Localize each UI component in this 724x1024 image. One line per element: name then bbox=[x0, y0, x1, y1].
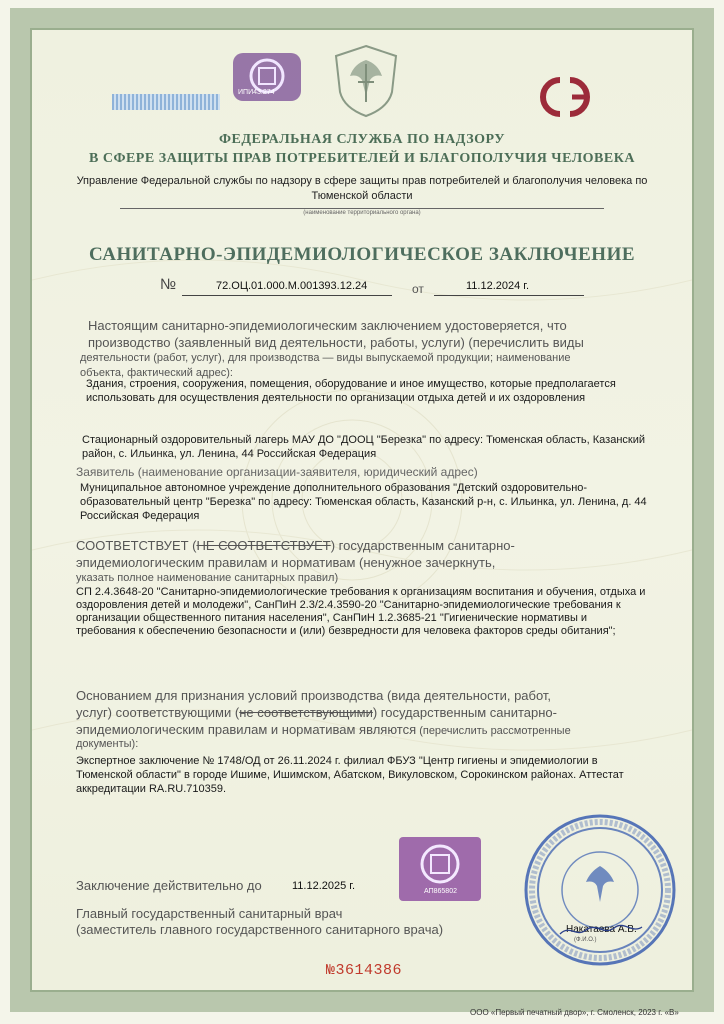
document-number: 72.ОЦ.01.000.М.001393.12.24 bbox=[216, 280, 368, 292]
signer-caption: (Ф.И.О.) bbox=[574, 937, 597, 943]
rules-line3: организации общественного питания населения", СанПиН 1.2.3685-21 "Гигиенические нормативы и bbox=[76, 612, 588, 624]
intro-text-line2: производство (заявленный вид деятельности, работы, услуги) (перечислить виды bbox=[88, 335, 584, 350]
conformity-text-b: ) государственным санитарно- bbox=[330, 538, 515, 553]
number-label: № bbox=[160, 276, 177, 293]
activity-line1: Здания, строения, сооружения, помещения, оборудование и иное имущество, которые предполагается bbox=[86, 378, 616, 390]
conformity-line3: указать полное наименование санитарных правил) bbox=[76, 572, 339, 584]
stamp-icon bbox=[520, 810, 680, 970]
hologram-top-code: ИПИ43.274 bbox=[238, 89, 275, 96]
doctor-title-line1: Главный государственный санитарный врач bbox=[76, 906, 343, 921]
doctor-title-line2: (заместитель главного государственного санитарного врача) bbox=[76, 922, 444, 937]
territorial-body-line2: Тюменской области bbox=[311, 190, 413, 202]
applicant-line1: Муниципальное автономное учреждение дополнительного образования "Детский оздоровительно- bbox=[80, 482, 588, 494]
conformity-struck: НЕ СООТВЕТСТВУЕТ bbox=[196, 538, 331, 553]
document-title: САНИТАРНО-ЭПИДЕМИОЛОГИЧЕСКОЕ ЗАКЛЮЧЕНИЕ bbox=[88, 244, 636, 265]
intro-text-line1: Настоящим санитарно-эпидемиологическим заключением удостоверяется, что bbox=[88, 318, 567, 333]
activity-line2: использовать для осуществления деятельности по организации отдыха детей и их оздоровления bbox=[86, 392, 586, 404]
basis-line1: Основанием для признания условий производства (вида деятельности, работ, bbox=[76, 688, 552, 703]
emblem-icon bbox=[330, 42, 402, 120]
applicant-line2: образовательный центр "Березка" по адресу: Тюменская область, Казанский р-н, с. Ильинка, ул. Ленина, д. 44 bbox=[80, 496, 647, 508]
basis-line2 bbox=[76, 705, 666, 720]
official-stamp bbox=[520, 810, 680, 970]
object-line1: Стационарный оздоровительный лагерь МАУ ДО "ДООЦ "Березка" по адресу: Тюменская область, Казанский bbox=[82, 434, 646, 446]
hologram-bottom-code: АП865802 bbox=[424, 888, 457, 895]
conformity-line1 bbox=[76, 538, 666, 553]
se-logo bbox=[530, 72, 604, 122]
signature bbox=[556, 922, 646, 940]
basis-line4: документы): bbox=[76, 738, 139, 750]
territorial-body-line1: Управление Федеральной службы по надзору в сфере защиты прав потребителей и благополучия человека по bbox=[76, 175, 648, 187]
expert-line1: Экспертное заключение № 1748/ОД от 26.11.2024 г. филиал ФБУЗ "Центр гигиены и эпидемиологии в bbox=[76, 755, 598, 767]
basis-struck: не соответствующими bbox=[239, 705, 373, 720]
signer-name: Накатаева А.В. bbox=[566, 924, 637, 935]
territorial-caption: (наименование территориального органа) bbox=[303, 210, 421, 216]
date-label: от bbox=[412, 282, 424, 296]
hologram-bottom bbox=[398, 836, 482, 902]
agency-heading-line1: ФЕДЕРАЛЬНАЯ СЛУЖБА ПО НАДЗОРУ bbox=[218, 132, 505, 147]
expert-line3: аккредитации RA.RU.710359. bbox=[76, 783, 227, 795]
printer-note: ООО «Первый печатный двор», г. Смоленск, 2023 г. «В» bbox=[470, 1008, 679, 1017]
basis-text-b: ) государственным санитарно- bbox=[372, 705, 557, 720]
conformity-text-a: СООТВЕТСТВУЕТ ( bbox=[76, 538, 197, 553]
basis-text-c: эпидемиологическим правилам и нормативам являются bbox=[76, 722, 417, 737]
basis-text-d: (перечислить рассмотренные bbox=[416, 725, 571, 737]
basis-text-a: услуг) соответствующими ( bbox=[76, 705, 240, 720]
intro-text-line4: объекта, фактический адрес): bbox=[80, 367, 233, 379]
object-line2: район, с. Ильинка, ул. Ленина, 44 Российская Федерация bbox=[82, 448, 377, 460]
applicant-label: Заявитель (наименование организации-заявителя, юридический адрес) bbox=[76, 465, 478, 479]
basis-line3 bbox=[76, 722, 666, 737]
se-logo-icon bbox=[530, 72, 604, 122]
rules-line2: оздоровления детей и молодежи", СанПиН 2.3/2.4.3590-20 "Санитарно-эпидемиологические требования к bbox=[76, 599, 621, 611]
document-date: 11.12.2024 г. bbox=[466, 280, 530, 292]
hologram-top bbox=[232, 52, 302, 102]
rules-line1: СП 2.4.3648-20 "Санитарно-эпидемиологические требования к организациям воспитания и обучения, отдыха и bbox=[76, 586, 646, 598]
rules-line4: требования к обеспечению безопасности и (или) безвредности для человека факторов среды обитания"; bbox=[76, 625, 616, 637]
security-strip bbox=[112, 94, 220, 110]
applicant-line3: Российская Федерация bbox=[80, 510, 200, 522]
serial-number: №3614386 bbox=[326, 962, 403, 979]
territorial-underline bbox=[120, 208, 604, 209]
agency-heading-line2: В СФЕРЕ ЗАЩИТЫ ПРАВ ПОТРЕБИТЕЛЕЙ И БЛАГОПОЛУЧИЯ ЧЕЛОВЕКА bbox=[89, 151, 635, 166]
intro-text-line3: деятельности (работ, услуг), для производства — виды выпускаемой продукции; наименование bbox=[80, 352, 571, 364]
conformity-line2: эпидемиологическим правилам и нормативам (ненужное зачеркнуть, bbox=[76, 555, 496, 570]
expert-line2: Тюменской области" в городе Ишиме, Ишимском, Абатском, Викуловском, Сорокинском районах. Аттестат bbox=[76, 769, 624, 781]
valid-date: 11.12.2025 г. bbox=[292, 880, 356, 892]
valid-label: Заключение действительно до bbox=[76, 878, 262, 893]
